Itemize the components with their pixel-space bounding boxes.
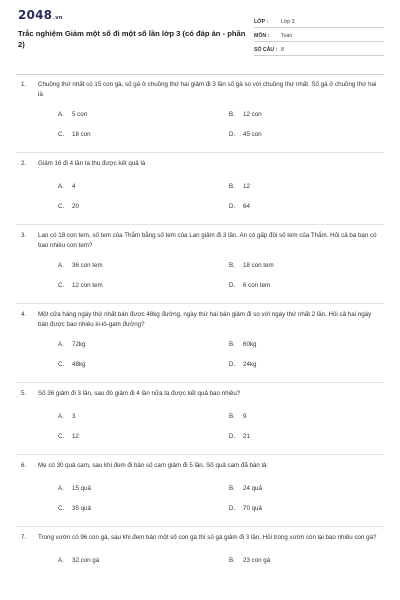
document-title: Trắc nghiệm Giảm một số đi một số lần lớp 3 (có đáp án - phần 2)	[18, 29, 246, 49]
option-letter: B.	[229, 485, 235, 492]
option-d[interactable]	[229, 432, 250, 442]
option-letter: D.	[229, 361, 236, 368]
question-3	[0, 231, 400, 299]
question-1	[0, 80, 400, 148]
question-number: 7.	[21, 534, 27, 541]
option-a[interactable]	[58, 412, 75, 422]
question-text	[18, 310, 382, 329]
question-text	[18, 231, 382, 250]
question-text	[18, 533, 382, 545]
option-text: 12	[243, 183, 250, 190]
option-letter: D.	[229, 433, 236, 440]
option-letter: A.	[58, 341, 64, 348]
question-divider	[16, 454, 384, 455]
meta-row-subject	[254, 28, 384, 42]
option-b[interactable]	[229, 340, 256, 350]
option-d[interactable]	[229, 130, 262, 140]
question-divider	[16, 303, 384, 304]
option-a[interactable]	[58, 182, 75, 192]
option-letter: A.	[58, 183, 64, 190]
option-letter: C.	[58, 282, 65, 289]
header-divider	[16, 74, 384, 75]
option-letter: C.	[58, 131, 65, 138]
answer-options	[18, 261, 382, 299]
question-body: Trong vườn có 96 con gà, sau khi đem bán một số con gà thì số gà giảm đi 3 lần. Hỏi trong vườn còn lại bao nhiêu con gà?	[38, 534, 377, 541]
option-a[interactable]	[58, 110, 87, 120]
option-d[interactable]	[229, 281, 270, 291]
option-text: 12	[72, 433, 79, 440]
option-letter: A.	[58, 262, 64, 269]
option-text: 20	[72, 203, 79, 210]
option-text: 21	[243, 433, 250, 440]
option-text: 45 con	[243, 131, 262, 138]
question-4	[0, 310, 400, 378]
option-text: 60kg	[243, 341, 257, 348]
option-text: 48kg	[72, 361, 86, 368]
meta-label: SỐ CÂU :	[254, 47, 278, 53]
option-letter: B.	[229, 557, 235, 564]
option-text: 24 quả	[243, 485, 262, 492]
question-number: 1.	[21, 81, 27, 88]
option-letter: B.	[229, 413, 235, 420]
option-letter: C.	[58, 433, 65, 440]
option-text: 32 con gà	[72, 557, 100, 564]
answer-options	[18, 556, 382, 594]
question-text	[18, 389, 382, 401]
option-text: 72kg	[72, 341, 86, 348]
question-body: Số 36 giảm đi 3 lần, sau đó giảm đi 4 lần nữa ta được kết quả bao nhiêu?	[38, 390, 241, 397]
question-2	[0, 159, 400, 220]
question-number: 3.	[21, 232, 27, 239]
option-letter: C.	[58, 361, 65, 368]
question-body: Một cửa hàng ngày thứ nhất bán được 48kg đường, ngày thứ hai bán giảm đi so với ngày thứ nhất 2 lần. Hỏi cả hai ngày bán được bao nhiêu ki-lô-gam đường?	[38, 311, 372, 328]
option-a[interactable]	[58, 261, 103, 271]
option-text: 12 con	[243, 111, 262, 118]
option-text: 3	[72, 413, 76, 420]
option-letter: D.	[229, 282, 236, 289]
question-text	[18, 80, 382, 99]
option-text: 70 quả	[243, 505, 262, 512]
answer-options	[18, 182, 382, 220]
meta-label: LỚP :	[254, 19, 269, 25]
option-letter: C.	[58, 203, 65, 210]
option-c[interactable]	[58, 432, 79, 442]
answer-options	[18, 110, 382, 148]
question-divider	[16, 382, 384, 383]
option-text: 5 con	[72, 111, 88, 118]
option-text: 23 con gà	[243, 557, 271, 564]
document-meta	[254, 14, 384, 56]
question-text	[18, 461, 382, 473]
option-c[interactable]	[58, 504, 91, 514]
question-5	[0, 389, 400, 450]
logo-domain: .vn	[53, 15, 63, 21]
question-divider	[16, 224, 384, 225]
answer-options	[18, 412, 382, 450]
option-b[interactable]	[229, 110, 262, 120]
option-b[interactable]	[229, 556, 270, 566]
option-b[interactable]	[229, 412, 246, 422]
option-text: 18 con	[72, 131, 91, 138]
option-letter: B.	[229, 111, 235, 118]
meta-row-grade	[254, 14, 384, 28]
question-6	[0, 461, 400, 522]
option-text: 4	[72, 183, 76, 190]
option-text: 6 con tem	[243, 282, 271, 289]
option-letter: B.	[229, 341, 235, 348]
option-a[interactable]	[58, 340, 85, 350]
option-a[interactable]	[58, 556, 99, 566]
option-text: 18 con tem	[243, 262, 274, 269]
option-letter: C.	[58, 505, 65, 512]
option-d[interactable]	[229, 360, 256, 370]
option-text: 9	[243, 413, 247, 420]
question-divider	[16, 526, 384, 527]
question-number: 6.	[21, 462, 27, 469]
option-letter: A.	[58, 111, 64, 118]
question-7	[0, 533, 400, 594]
question-number: 2.	[21, 160, 27, 167]
question-list	[0, 80, 400, 594]
question-number: 5.	[21, 390, 27, 397]
option-c[interactable]	[58, 202, 79, 212]
option-letter: B.	[229, 262, 235, 269]
meta-row-question-count	[254, 42, 384, 56]
question-text	[18, 159, 382, 171]
answer-options	[18, 484, 382, 522]
question-divider	[16, 152, 384, 153]
question-number: 4.	[21, 311, 27, 318]
meta-value: 8	[281, 47, 284, 53]
option-text: 24kg	[243, 361, 257, 368]
option-letter: A.	[58, 413, 64, 420]
option-c[interactable]	[58, 281, 103, 291]
option-b[interactable]	[229, 182, 250, 192]
option-text: 15 quả	[72, 485, 91, 492]
option-text: 64	[243, 203, 250, 210]
answer-options	[18, 340, 382, 378]
option-b[interactable]	[229, 484, 262, 494]
option-letter: D.	[229, 131, 236, 138]
option-text: 35 quả	[72, 505, 91, 512]
question-body: Lan có 18 con tem, số tem của Thắm bằng số tem của Lan giảm đi 3 lần. An có gấp đôi số tem của Thắm. Hỏi cả ba bạn có bao nhiêu con tem?	[38, 232, 377, 249]
option-letter: D.	[229, 505, 236, 512]
option-a[interactable]	[58, 484, 91, 494]
option-letter: A.	[58, 557, 64, 564]
option-c[interactable]	[58, 130, 91, 140]
option-letter: B.	[229, 183, 235, 190]
logo-text: 2048	[18, 8, 53, 22]
option-text: 36 con tem	[72, 262, 103, 269]
option-d[interactable]	[229, 504, 262, 514]
meta-label: MÔN :	[254, 33, 270, 39]
document-header	[0, 0, 400, 72]
question-body: Mẹ có 30 quả cam, sau khi đem đi bán số cam giảm đi 5 lần. Số quả cam đã bán là:	[38, 462, 269, 469]
option-letter: A.	[58, 485, 64, 492]
option-b[interactable]	[229, 261, 274, 271]
option-letter: D.	[229, 203, 236, 210]
question-body: Giảm 16 đi 4 lần ta thu được kết quả là	[38, 160, 146, 167]
option-text: 12 con tem	[72, 282, 103, 289]
question-body: Chuồng thứ nhất có 15 con gà, số gà ở chuồng thứ hai giảm đi 3 lần số gà so với chuồng thứ nhất. Số gà ở chuồng thứ hai là	[38, 81, 377, 98]
meta-value: Lớp 3	[281, 19, 295, 25]
meta-value: Toán	[281, 33, 293, 39]
option-d[interactable]	[229, 202, 250, 212]
option-c[interactable]	[58, 360, 85, 370]
